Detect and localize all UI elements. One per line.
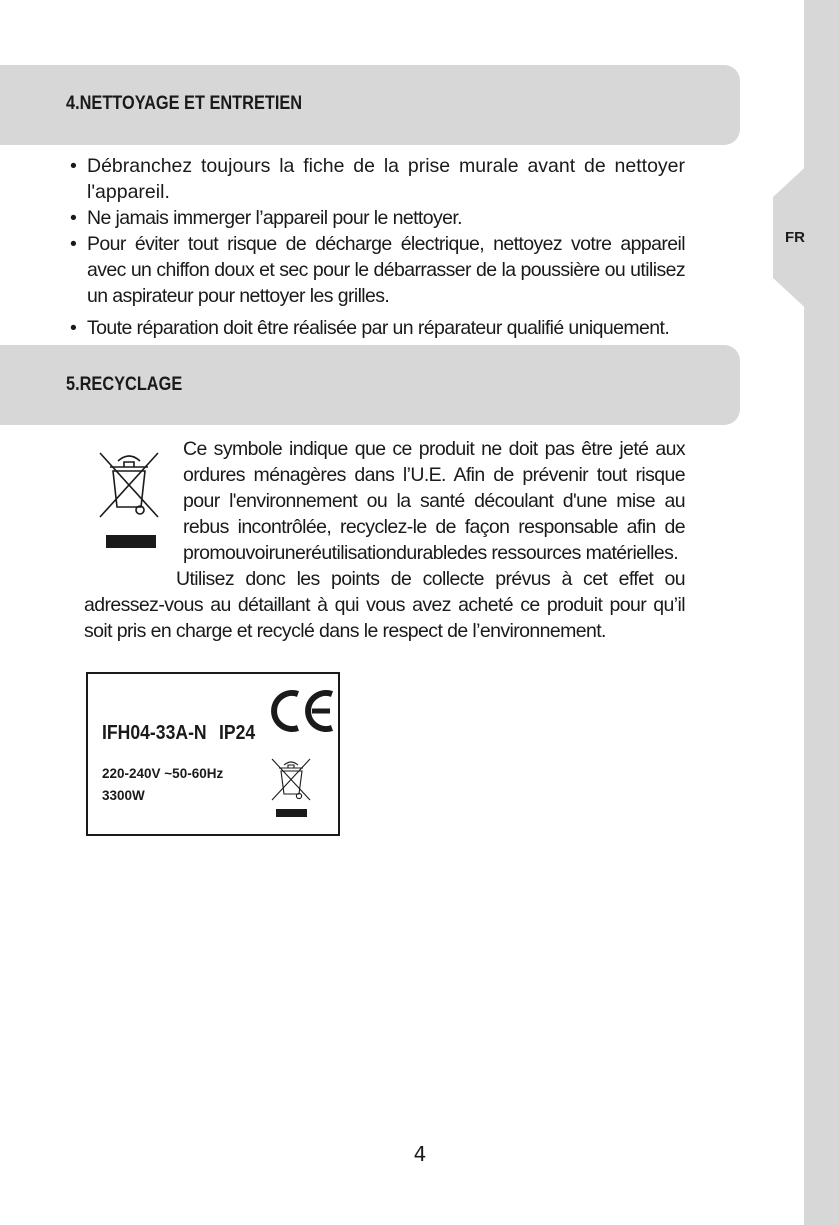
model-number: IFH04-33A-N bbox=[102, 722, 207, 744]
voltage-spec: 220-240V ~50-60Hz bbox=[102, 766, 224, 781]
list-item bbox=[70, 153, 685, 205]
section-4-title: 4.NETTOYAGE ET ENTRETIEN bbox=[66, 93, 303, 114]
weee-crossed-bin-icon bbox=[268, 756, 314, 825]
model-line bbox=[102, 722, 255, 745]
bullet-dot: • bbox=[70, 317, 77, 339]
list-item bbox=[70, 315, 685, 341]
bullet-dot: • bbox=[70, 207, 77, 229]
list-item-text: Ne jamais immerger l’appareil pour le nettoyer. bbox=[87, 207, 462, 229]
language-label: FR bbox=[785, 229, 805, 246]
ip-rating: IP24 bbox=[218, 722, 256, 744]
recycling-text: Ce symbole indique que ce produit ne doit pas être jeté aux ordures ménagères dans l’U.E. Afin de prévenir tout risque pour l'environnement ou la santé découlant d'une mise au rebus incontrôlée, recyclez-le de façon responsable afin de promouvoiruneréutilisationdurabledes ressources matérielles. bbox=[183, 438, 685, 564]
page-number: 4 bbox=[413, 1142, 427, 1166]
list-item bbox=[70, 205, 685, 231]
list-item-text: Débranchez toujours la fiche de la prise murale avant de nettoyer l'appareil. bbox=[87, 155, 685, 203]
bullet-dot: • bbox=[70, 155, 77, 177]
list-item bbox=[70, 231, 685, 309]
bullet-dot: • bbox=[70, 233, 77, 255]
rating-label bbox=[86, 672, 340, 836]
weee-crossed-bin-icon bbox=[96, 447, 162, 556]
list-item-text: Toute réparation doit être réalisée par un réparateur qualifié uniquement. bbox=[87, 317, 670, 339]
section-4-bullet-list bbox=[70, 153, 685, 341]
ce-mark-icon bbox=[268, 688, 338, 739]
section-5-title: 5.RECYCLAGE bbox=[66, 374, 183, 395]
list-item-text: Pour éviter tout risque de décharge électrique, nettoyez votre appareil avec un chiffon doux et sec pour le débarrasser de la poussière ou utilisez un aspirateur pour nettoyer les grilles. bbox=[87, 233, 685, 307]
recycling-paragraph-part-1 bbox=[183, 436, 685, 566]
power-spec: 3300W bbox=[102, 788, 145, 803]
recycling-text: Utilisez donc les points de collecte prévus à cet effet ou adressez-vous au détaillant à qui vous avez acheté ce produit pour qu’il soit pris en charge et recyclé dans le respect de l’environnement. bbox=[84, 568, 685, 642]
recycling-paragraph-part-2 bbox=[84, 566, 685, 644]
